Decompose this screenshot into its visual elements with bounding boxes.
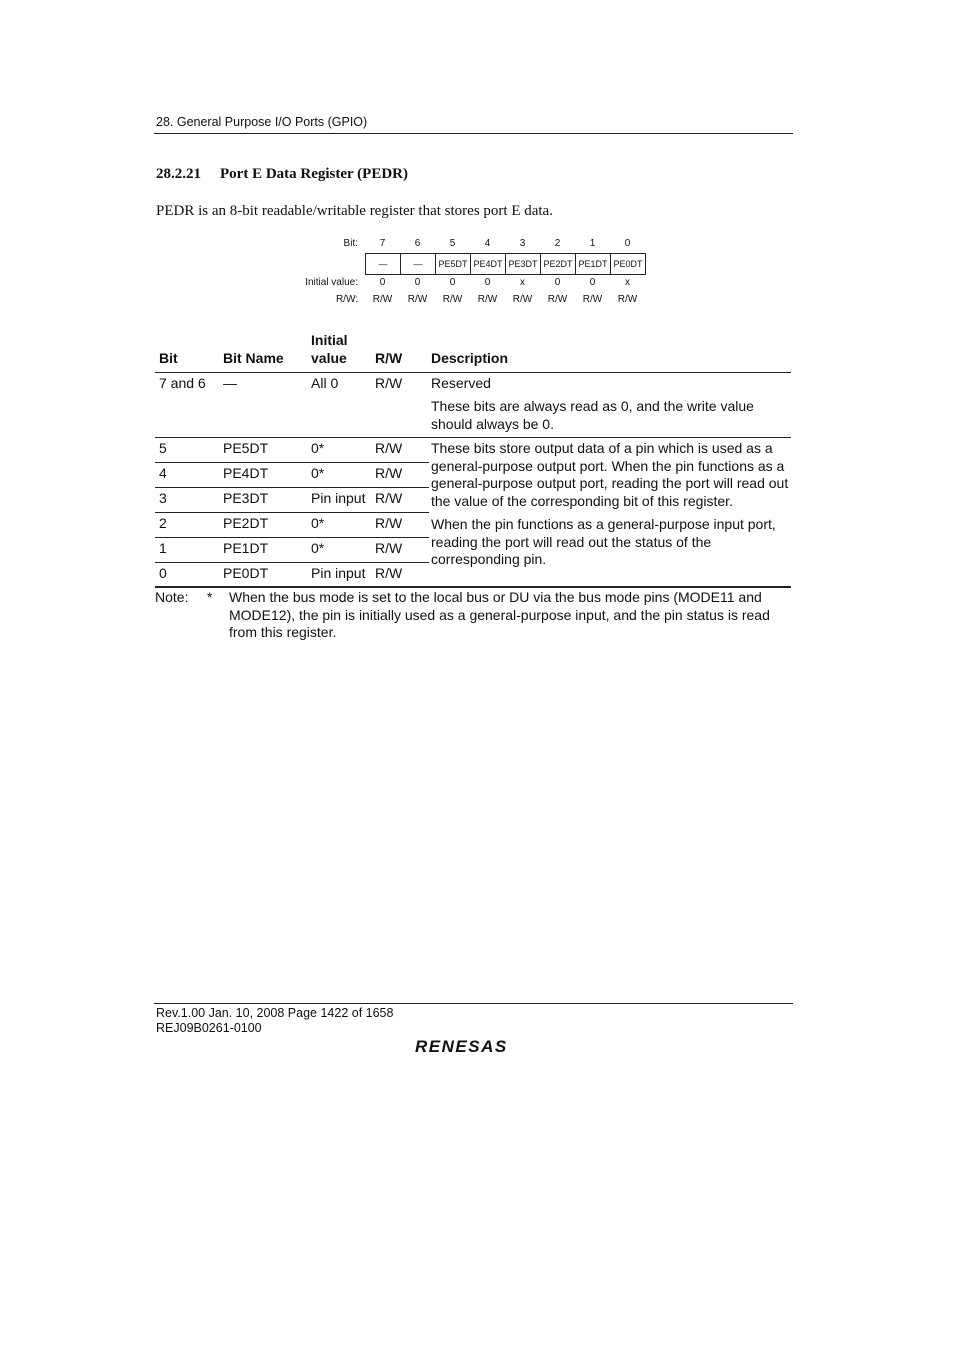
table-cell-initial: Pin input [311, 565, 366, 581]
desc-output-data: These bits store output data of a pin which is used as a general-purpose output port. When the pin functions as a general-purpose output port, reading the port will read out the value of the corresponding bit of this register. [431, 440, 789, 509]
section-heading [156, 166, 408, 183]
register-rw-values [365, 294, 645, 305]
bit-field-name: PE3DT [506, 254, 541, 274]
header-rw: R/W [375, 350, 403, 366]
bit-number: 1 [589, 238, 596, 249]
register-initial-label: Initial value: [305, 277, 358, 288]
initial-value: 0 [379, 277, 386, 288]
header-initial-line2: value [311, 350, 347, 366]
bit-number: 2 [554, 238, 561, 249]
table-bottom-rule [155, 586, 791, 588]
table-cell-name: — [223, 375, 237, 391]
initial-value: 0 [484, 277, 491, 288]
bit-field-name: — [401, 254, 436, 274]
renesas-logo-mark [413, 1036, 535, 1056]
table-cell-rw: R/W [375, 565, 403, 581]
rw-value: R/W [372, 294, 393, 305]
bit-number: 7 [379, 238, 386, 249]
rw-value: R/W [547, 294, 568, 305]
row-divider [155, 562, 429, 563]
table-cell-name: PE3DT [223, 490, 269, 506]
table-cell-name: PE4DT [223, 465, 269, 481]
note-text: When the bus mode is set to the local bus or DU via the bus mode pins (MODE11 and MODE12), the pin is initially used as a general-purpose input, and the pin status is read from this register. [229, 589, 770, 640]
table-cell-rw: R/W [375, 440, 403, 456]
header-bit-name: Bit Name [223, 350, 284, 366]
register-rw-label: R/W: [335, 294, 358, 305]
table-cell-initial: 0* [311, 440, 325, 456]
table-cell-rw: R/W [375, 375, 403, 391]
table-cell-bit: 7 and 6 [159, 375, 206, 391]
bit-number: 3 [519, 238, 526, 249]
table-cell-bit: 1 [159, 540, 167, 556]
bit-field-name: PE2DT [541, 254, 576, 274]
table-cell-bit: 2 [159, 515, 167, 531]
header-description: Description [431, 350, 509, 366]
note-label: Note: [155, 589, 189, 605]
table-cell-rw: R/W [375, 515, 403, 531]
bit-number: 5 [449, 238, 456, 249]
bit-field-name: PE5DT [436, 254, 471, 274]
row-divider [155, 537, 429, 538]
table-cell-initial: All 0 [311, 375, 339, 391]
note-asterisk: * [207, 589, 213, 605]
initial-value: 0 [589, 277, 596, 288]
footer-divider [154, 1003, 793, 1004]
rw-value: R/W [512, 294, 533, 305]
bit-field-name: PE0DT [613, 259, 643, 269]
register-bit-fields [365, 253, 646, 275]
desc-reserved-text: These bits are always read as 0, and the write value should always be 0. [431, 398, 754, 432]
rw-value: R/W [617, 294, 638, 305]
table-cell-name: PE0DT [223, 565, 269, 581]
table-cell-initial: 0* [311, 465, 325, 481]
footer-document-number: REJ09B0261-0100 [156, 1021, 262, 1035]
rw-value: R/W [407, 294, 428, 305]
table-cell-name: PE1DT [223, 540, 269, 556]
row-divider [155, 512, 429, 513]
table-cell-initial: 0* [311, 515, 325, 531]
initial-value: x [520, 277, 525, 288]
table-cell-initial: Pin input [311, 490, 366, 506]
table-header-rule [155, 372, 791, 373]
table-cell-rw: R/W [375, 465, 403, 481]
bit-number: 0 [624, 238, 631, 249]
initial-value: 0 [414, 277, 421, 288]
row-divider [155, 462, 429, 463]
register-bit-label: Bit: [343, 238, 358, 249]
bit-field-name: PE4DT [471, 254, 506, 274]
section-title: Port E Data Register (PEDR) [220, 166, 409, 182]
running-header: 28. General Purpose I/O Ports (GPIO) [156, 115, 368, 129]
bit-number: 6 [414, 238, 421, 249]
rw-value: R/W [477, 294, 498, 305]
header-initial-line1: Initial [311, 332, 348, 348]
rw-value: R/W [442, 294, 463, 305]
desc-reserved-title: Reserved [431, 375, 491, 391]
section-number: 28.2.21 [156, 166, 201, 182]
initial-value: 0 [449, 277, 456, 288]
header-divider [154, 133, 793, 134]
row-divider [155, 487, 429, 488]
table-cell-rw: R/W [375, 540, 403, 556]
bit-field-name: — [366, 254, 401, 274]
table-cell-rw: R/W [375, 490, 403, 506]
intro-paragraph: PEDR is an 8-bit readable/writable register that stores port E data. [156, 203, 553, 219]
table-cell-bit: 0 [159, 565, 167, 581]
table-cell-initial: 0* [311, 540, 325, 556]
bit-number: 4 [484, 238, 491, 249]
logo-wordmark: RENESAS [415, 1037, 508, 1056]
initial-value: x [625, 277, 630, 288]
table-cell-bit: 3 [159, 490, 167, 506]
row-divider [155, 437, 791, 438]
table-note [155, 589, 770, 640]
initial-value: 0 [554, 277, 561, 288]
table-cell-name: PE5DT [223, 440, 269, 456]
rw-value: R/W [582, 294, 603, 305]
table-cell-name: PE2DT [223, 515, 269, 531]
table-cell-bit: 5 [159, 440, 167, 456]
bit-field-name: PE1DT [576, 254, 611, 274]
footer-revision: Rev.1.00 Jan. 10, 2008 Page 1422 of 1658 [156, 1006, 394, 1020]
register-initial-values [365, 277, 645, 288]
register-bit-numbers [365, 238, 645, 249]
table-cell-bit: 4 [159, 465, 167, 481]
header-bit: Bit [159, 350, 178, 366]
renesas-logo [413, 1036, 535, 1061]
desc-input-data: When the pin functions as a general-purpose input port, reading the port will read out the status of the corresponding pin. [431, 516, 776, 567]
